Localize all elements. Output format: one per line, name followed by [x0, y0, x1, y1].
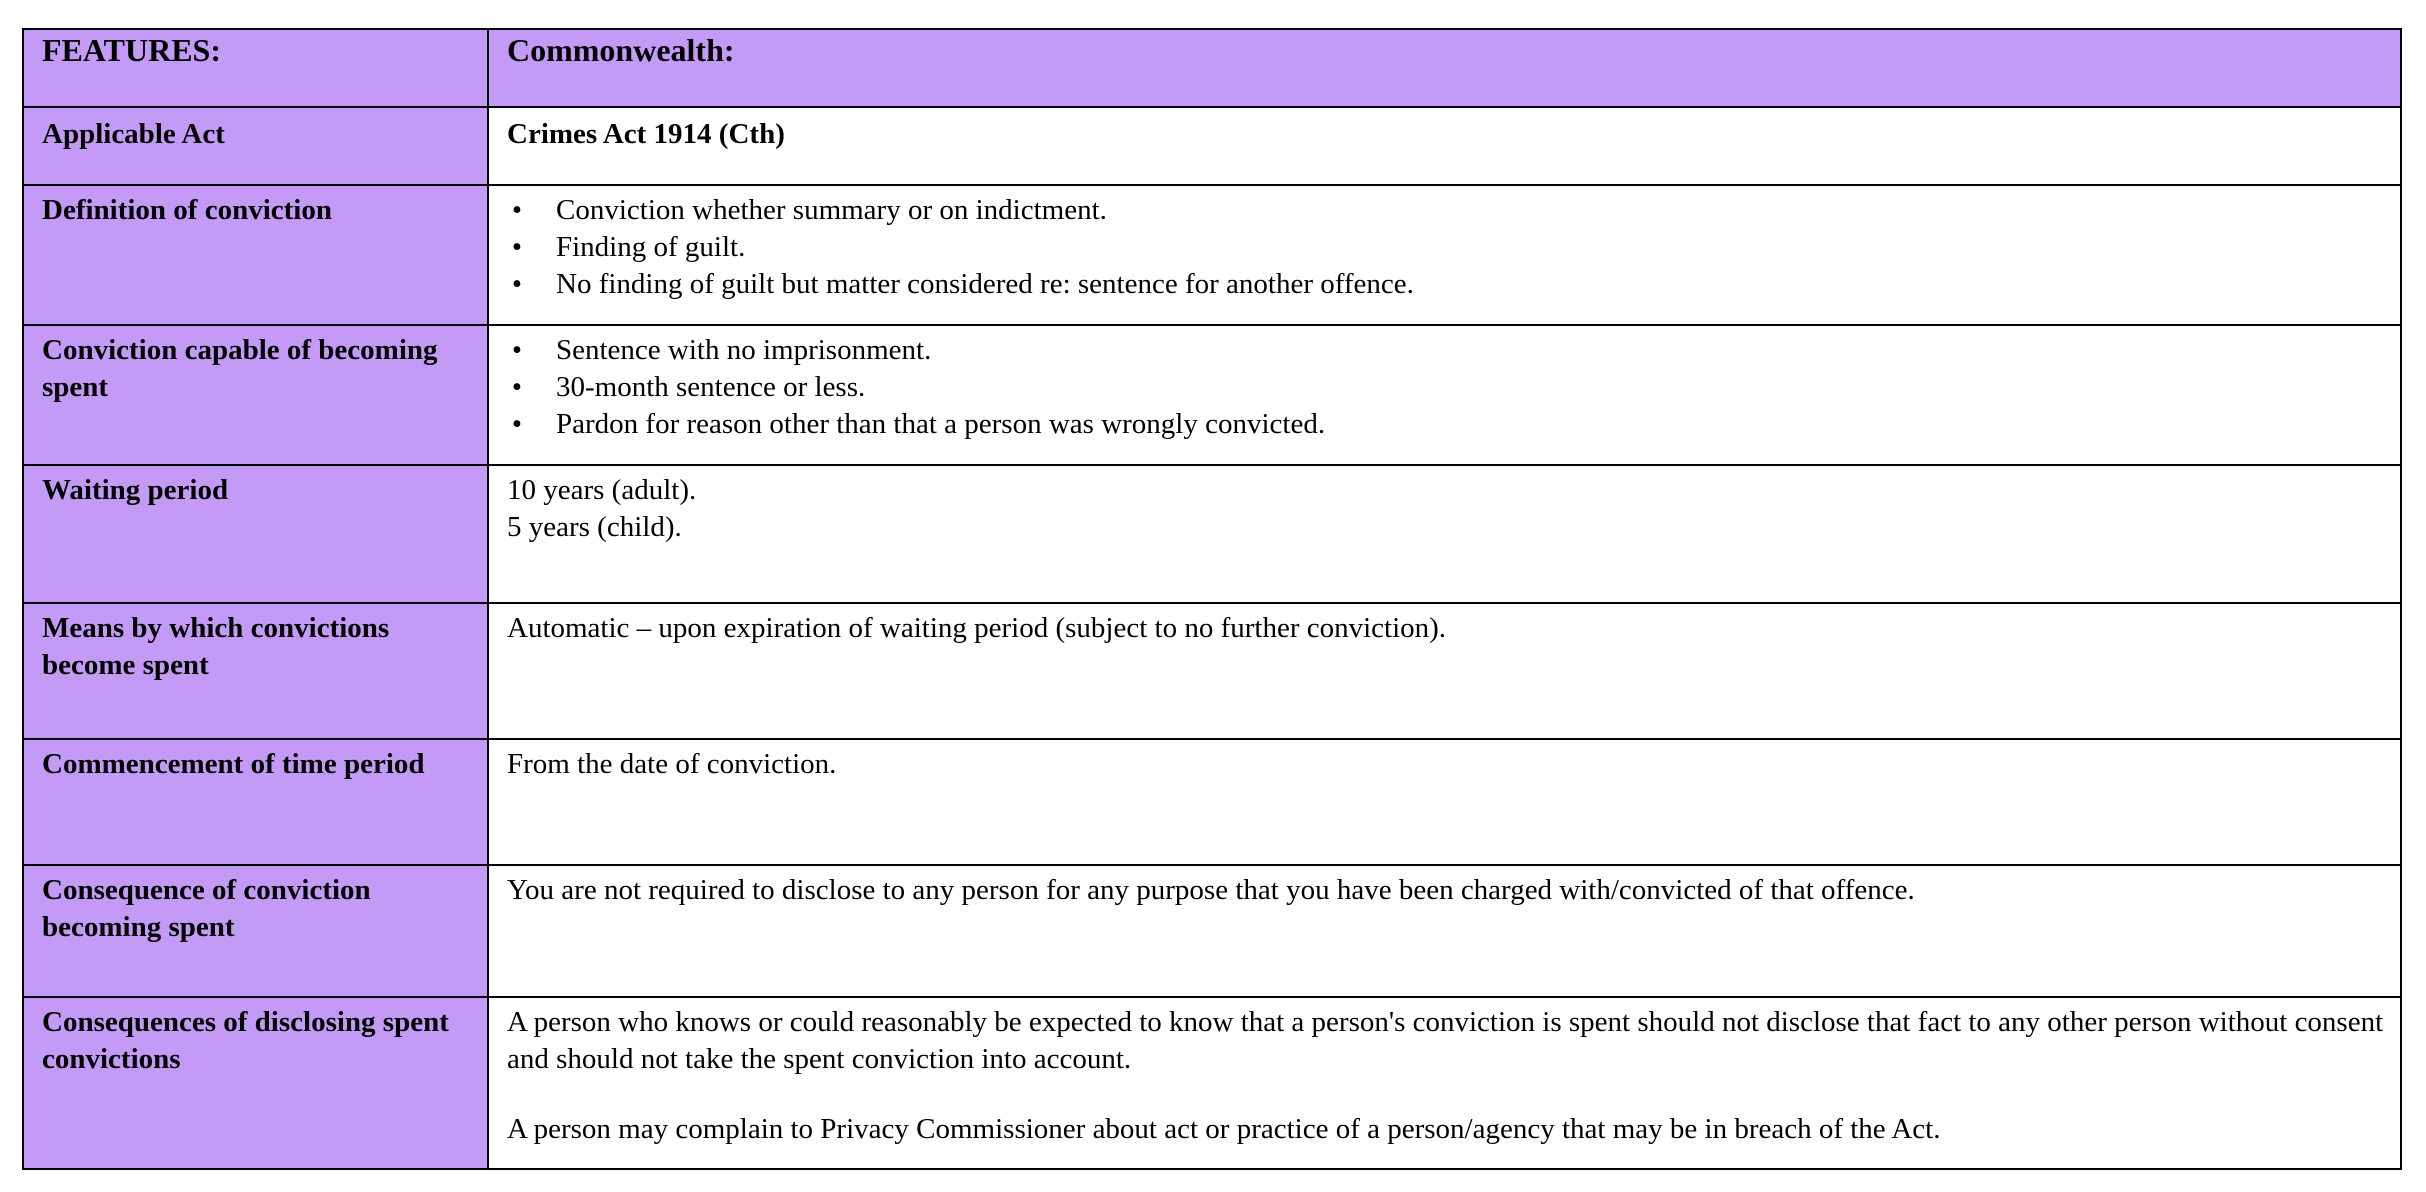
act-name: Crimes Act 1914 (Cth) [507, 118, 785, 150]
feature-value: You are not required to disclose to any person for any purpose that you have been charged with/convicted of that offence. [488, 865, 2401, 997]
feature-label: Conviction capable of becoming spent [23, 325, 488, 465]
bullet-icon: • [511, 194, 523, 226]
bullet-icon: • [511, 231, 523, 263]
list-item: • Conviction whether summary or on indictment. [507, 192, 2384, 229]
feature-label: Means by which convictions become spent [23, 603, 488, 739]
paragraph: A person who knows or could reasonably be expected to know that a person's conviction is spent should not disclose that fact to any other person without consent and should not take the spent conviction into account. [507, 1006, 2384, 1075]
feature-label: Waiting period [23, 465, 488, 603]
table-row [23, 865, 2401, 997]
feature-label: Consequence of conviction becoming spent [23, 865, 488, 997]
feature-label: Consequences of disclosing spent convictions [23, 997, 488, 1169]
bullet-list [507, 192, 2384, 303]
table-row [23, 997, 2401, 1169]
feature-value [488, 997, 2401, 1169]
feature-value [488, 465, 2401, 603]
bullet-icon: • [511, 371, 523, 403]
paragraph: A person may complain to Privacy Commissioner about act or practice of a person/agency that may be in breach of the Act. [507, 1113, 1941, 1145]
waiting-period-child: 5 years (child). [507, 511, 682, 543]
table-row [23, 739, 2401, 865]
spent-convictions-table [22, 28, 2402, 1170]
feature-value: Automatic – upon expiration of waiting period (subject to no further conviction). [488, 603, 2401, 739]
paragraph-spacer [507, 1078, 2384, 1111]
table-row [23, 185, 2401, 325]
feature-label: Commencement of time period [23, 739, 488, 865]
bullet-icon: • [511, 334, 523, 366]
table-row [23, 325, 2401, 465]
feature-value [488, 185, 2401, 325]
feature-label: Definition of conviction [23, 185, 488, 325]
list-item: • 30-month sentence or less. [507, 369, 2384, 406]
list-item: • Sentence with no imprisonment. [507, 332, 2384, 369]
list-item: • Pardon for reason other than that a person was wrongly convicted. [507, 406, 2384, 443]
table-row [23, 603, 2401, 739]
bullet-icon: • [511, 408, 523, 440]
waiting-period-adult: 10 years (adult). [507, 474, 697, 506]
table-row [23, 465, 2401, 603]
list-item: • Finding of guilt. [507, 229, 2384, 266]
bullet-list [507, 332, 2384, 443]
list-item: • No finding of guilt but matter considered re: sentence for another offence. [507, 266, 2384, 303]
table-row [23, 107, 2401, 185]
feature-value: From the date of conviction. [488, 739, 2401, 865]
feature-label: Applicable Act [23, 107, 488, 185]
feature-value [488, 325, 2401, 465]
feature-value [488, 107, 2401, 185]
jurisdiction-header: Commonwealth: [488, 29, 2401, 107]
bullet-icon: • [511, 268, 523, 300]
table-header-row [23, 29, 2401, 107]
features-header: FEATURES: [23, 29, 488, 107]
